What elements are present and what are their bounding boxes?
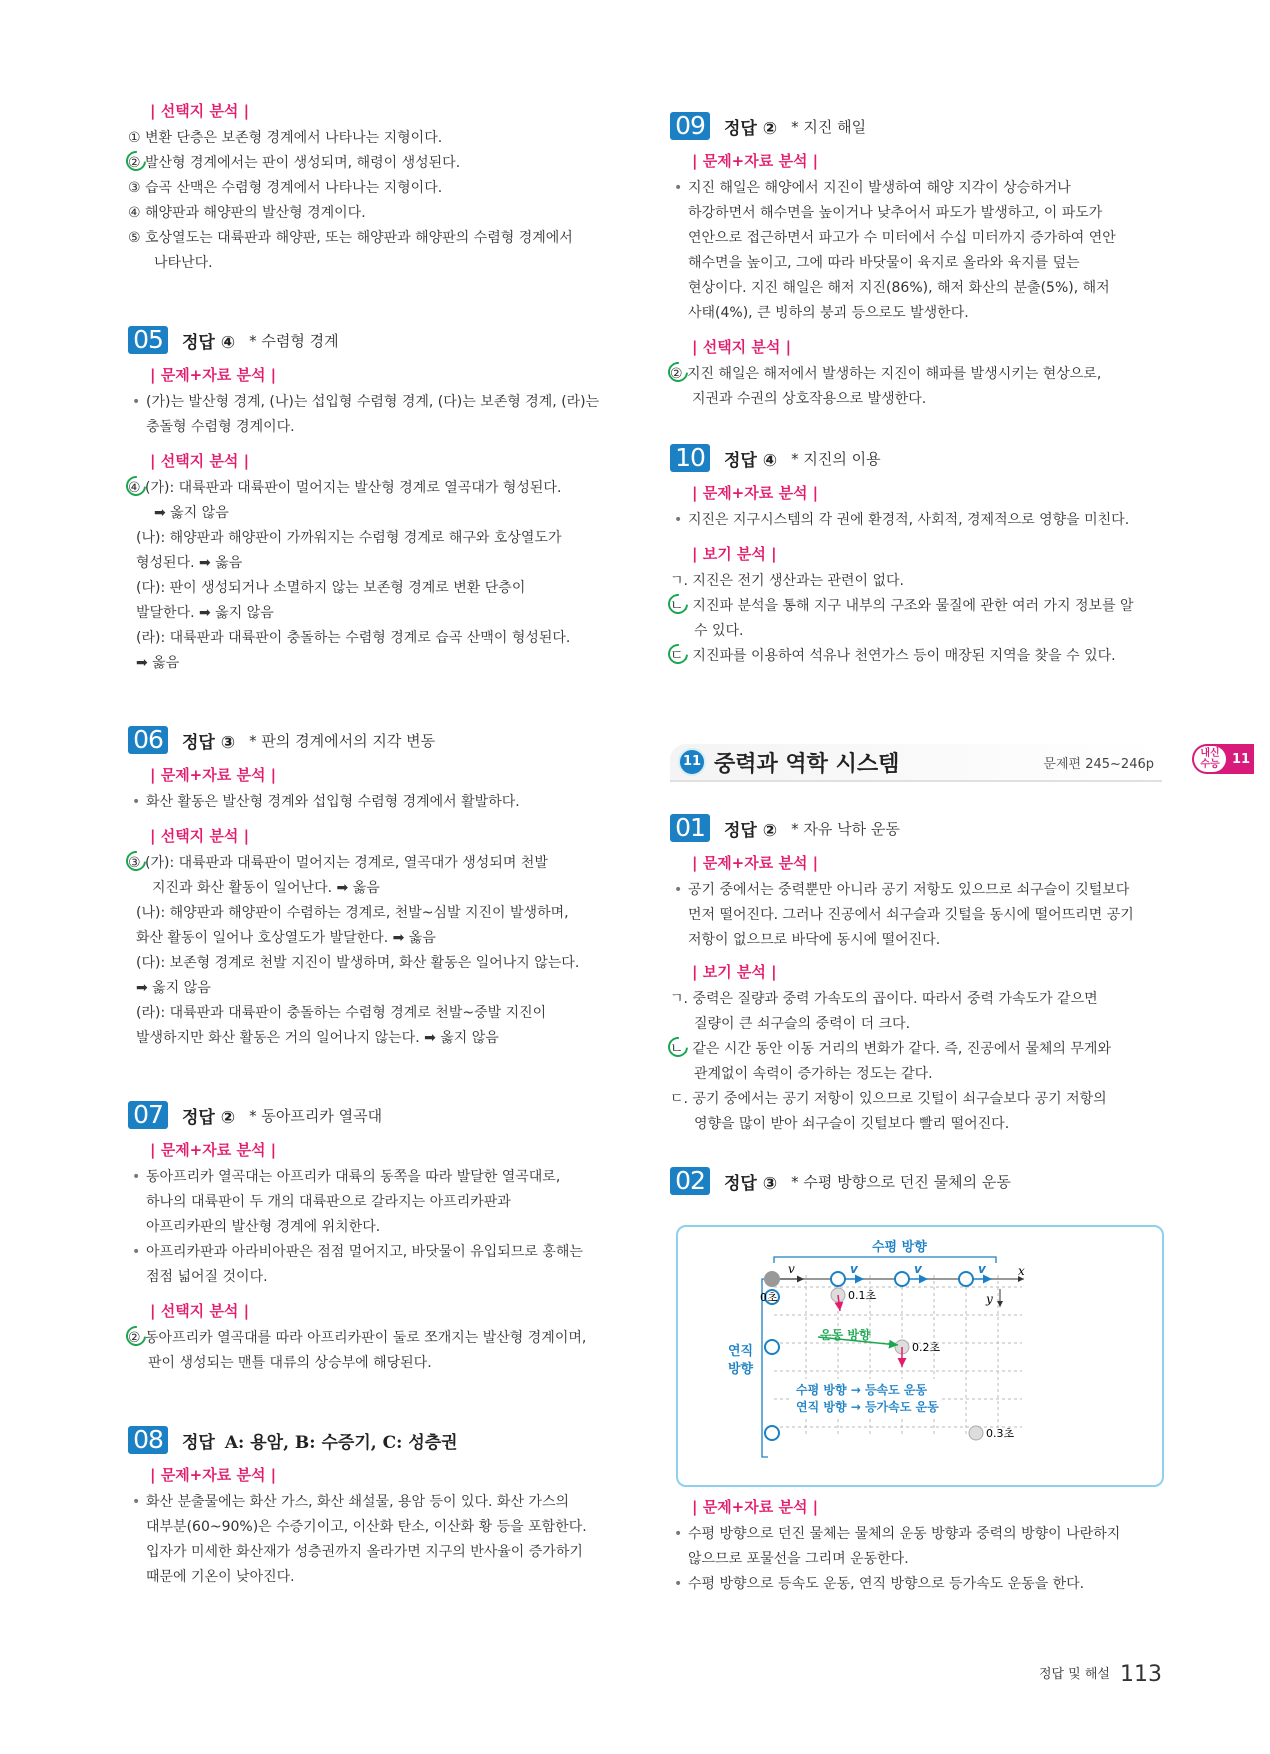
vertical-label-1: 연직 <box>728 1344 754 1359</box>
question-number-badge: 08 <box>128 1426 168 1454</box>
side-tab-label: 내신 수능 <box>1194 746 1226 772</box>
projectile-svg <box>678 1227 1162 1485</box>
choice-line-correct: ② 발산형 경계에서는 판이 생성되며, 해령이 생성된다. <box>128 151 618 176</box>
choice-line: ④ 해양판과 해양판의 발산형 경계이다. <box>128 205 366 221</box>
bogi-line: 영향을 많이 받아 쇠구슬이 깃털보다 빨리 떨어진다. <box>694 1116 1010 1132</box>
answer-label: 정답 ③ <box>724 1173 778 1194</box>
data-analysis-head: | 문제+자료 분석 | <box>150 1141 277 1159</box>
choice-analysis-head: | 선택지 분석 | <box>150 102 250 120</box>
right-lower-column <box>670 812 1162 1205</box>
side-chapter-tab <box>1192 744 1254 774</box>
bogi-line: 수 있다. <box>694 623 744 639</box>
chapter-title: 중력과 역학 시스템 <box>714 751 900 777</box>
answer-label: 정답 ④ <box>182 332 236 353</box>
bullet-line: 저항이 없으므로 바닥에 동시에 떨어진다. <box>688 932 941 948</box>
bullet-line: • 아프리카판과 아라비아판은 점점 멀어지고, 바닷물이 유입되므로 홍해는 <box>128 1240 618 1265</box>
choice-line: 지권과 수권의 상호작용으로 발생한다. <box>692 391 927 407</box>
choice-line: (라): 대륙판과 대륙판이 충돌하는 수렴형 경계로 습곡 산맥이 형성된다. <box>136 630 571 646</box>
side-tab-number: 11 <box>1232 751 1251 767</box>
bullet-line: 입자가 미세한 화산재가 성층권까지 올라가면 지구의 반사율이 증가하기 <box>146 1544 583 1560</box>
time-label: 0.1초 <box>848 1289 877 1302</box>
choice-line: 화산 활동이 일어나 호상열도가 발달한다. ➡ 옳음 <box>136 930 436 946</box>
bullet-line: • 지진은 지구시스템의 각 권에 환경적, 사회적, 경제적으로 영향을 미친다. <box>670 508 1162 533</box>
data-analysis-head: | 문제+자료 분석 | <box>150 766 277 784</box>
choice-line-correct: ② 동아프리카 열곡대를 따라 아프리카판이 둘로 쪼개지는 발산형 경계이며, <box>128 1326 618 1351</box>
v-label: v <box>978 1262 986 1276</box>
bullet-line: 현상이다. 지진 해일은 해저 지진(86%), 해저 화산의 분출(5%), 해저 <box>688 280 1110 296</box>
answer-label: 정답 ③ <box>182 732 236 753</box>
horizontal-note: 수평 방향 → 등속도 운동 <box>796 1383 928 1397</box>
horizontal-label: 수평 방향 <box>872 1240 927 1255</box>
choice-line-correct: ④ (가): 대륙판과 대륙판이 멀어지는 발산형 경계로 열곡대가 형성된다. <box>128 476 618 501</box>
answer-topic: * 지진의 이용 <box>791 449 881 468</box>
data-analysis-head: | 문제+자료 분석 | <box>692 854 819 872</box>
answer-label: 정답 <box>182 1432 215 1453</box>
bullet-line: 하강하면서 해수면을 높이거나 낮추어서 파도가 발생하고, 이 파도가 <box>688 205 1103 221</box>
left-column <box>128 100 618 1602</box>
choice-line: 형성된다. ➡ 옳음 <box>136 555 243 571</box>
choice-line: 판이 생성되는 맨틀 대류의 상승부에 해당된다. <box>148 1355 432 1371</box>
answer-header <box>128 1424 618 1456</box>
question-number-badge: 02 <box>670 1167 710 1195</box>
page-number: 113 <box>1120 1662 1162 1687</box>
data-analysis-head: | 문제+자료 분석 | <box>692 484 819 502</box>
data-analysis-head: | 문제+자료 분석 | <box>692 1498 819 1516</box>
data-analysis-head: | 문제+자료 분석 | <box>150 366 277 384</box>
choice-line: ⑤ 호상열도는 대륙판과 해양판, 또는 해양판과 해양판의 수렴형 경계에서 <box>128 230 573 246</box>
bullet-line: 하나의 대륙판이 두 개의 대륙판으로 갈라지는 아프리카판과 <box>146 1194 511 1210</box>
x-axis-label: x <box>1018 1264 1025 1278</box>
choice-line: ① 변환 단층은 보존형 경계에서 나타나는 지형이다. <box>128 130 443 146</box>
bullet-line: • 수평 방향으로 던진 물체는 물체의 운동 방향과 중력의 방향이 나란하지 <box>670 1522 1162 1547</box>
choice-line: 발생하지만 화산 활동은 거의 일어나지 않는다. ➡ 옳지 않음 <box>136 1030 499 1046</box>
answer-topic: * 수렴형 경계 <box>249 331 339 350</box>
projectile-diagram <box>676 1225 1164 1487</box>
question-number-badge: 05 <box>128 326 168 354</box>
answer-header <box>670 442 1162 474</box>
footer-text: 정답 및 해설 <box>1038 1667 1110 1682</box>
question-number-badge: 10 <box>670 444 710 472</box>
bullet-line: • 지진 해일은 해양에서 지진이 발생하여 해양 지각이 상승하거나 <box>670 176 1162 201</box>
question-number-badge: 09 <box>670 112 710 140</box>
choice-line: (나): 해양판과 해양판이 수렴하는 경계로, 천발~심발 지진이 발생하며, <box>136 905 569 921</box>
answer-01 <box>670 812 1162 1137</box>
bullet-line: • 화산 분출물에는 화산 가스, 화산 쇄설물, 용암 등이 있다. 화산 가스의 <box>128 1490 618 1515</box>
motion-direction-label: 운동 방향 <box>820 1328 871 1342</box>
choice-line: (나): 해양판과 해양판이 가까워지는 수렴형 경계로 해구와 호상열도가 <box>136 530 562 546</box>
time-label: 0초 <box>760 1291 778 1304</box>
answer-header <box>670 1165 1162 1197</box>
answer-10 <box>670 442 1162 669</box>
choice-line: ③ 습곡 산맥은 수렴형 경계에서 나타나는 지형이다. <box>128 180 443 196</box>
bullet-line: 않으므로 포물선을 그리며 운동한다. <box>688 1551 909 1567</box>
bogi-line: ㄷ. 공기 중에서는 공기 저항이 있으므로 깃털이 쇠구슬보다 공기 저항의 <box>670 1091 1107 1107</box>
chapter-page-range: 문제편 245~246p <box>1043 756 1154 772</box>
answer-header <box>128 324 618 356</box>
bullet-line: 사태(4%), 큰 빙하의 붕괴 등으로도 발생한다. <box>688 305 969 321</box>
data-analysis-head: | 문제+자료 분석 | <box>150 1466 277 1484</box>
bullet-line: 때문에 기온이 낮아진다. <box>146 1569 295 1585</box>
bullet-line: • 동아프리카 열곡대는 아프리카 대륙의 동쪽을 따라 발달한 열곡대로, <box>128 1165 618 1190</box>
answer-topic: * 판의 경계에서의 지각 변동 <box>249 731 436 750</box>
answer-05 <box>128 324 618 676</box>
answer-label: 정답 ② <box>724 118 778 139</box>
answer-topic: * 자유 낙하 운동 <box>791 819 900 838</box>
question-number-badge: 06 <box>128 726 168 754</box>
choice-line-correct: ② 지진 해일은 해저에서 발생하는 지진이 해파를 발생시키는 현상으로, <box>670 362 1162 387</box>
answer-topic: * 지진 해일 <box>791 117 867 136</box>
choice-line: ➡ 옳지 않음 <box>136 980 211 996</box>
choice-line: 나타난다. <box>154 255 213 271</box>
bogi-line-correct: ㄷ. 지진파를 이용하여 석유나 천연가스 등이 매장된 지역을 찾을 수 있다. <box>670 644 1162 669</box>
answer-label: 정답 ④ <box>724 450 778 471</box>
bullet-line: 아프리카판의 발산형 경계에 위치한다. <box>146 1219 381 1235</box>
choice-analysis-head: | 선택지 분석 | <box>150 827 250 845</box>
bullet-line: 해수면을 높이고, 그에 따라 바닷물이 육지로 올라와 육지를 덮는 <box>688 255 1080 271</box>
v-label: v <box>788 1262 795 1276</box>
bogi-line: 질량이 큰 쇠구슬의 중력이 더 크다. <box>694 1016 911 1032</box>
answer-header <box>670 110 1162 142</box>
choice-line: ➡ 옳음 <box>136 655 180 671</box>
bullet-line: 먼저 떨어진다. 그러나 진공에서 쇠구슬과 깃털을 동시에 떨어뜨리면 공기 <box>688 907 1134 923</box>
bogi-analysis-head: | 보기 분석 | <box>692 963 777 981</box>
choice-line: (다): 판이 생성되거나 소멸하지 않는 보존형 경계로 변환 단층이 <box>136 580 526 596</box>
q04-choice-section <box>128 100 618 276</box>
bullet-line: 연안으로 접근하면서 파고가 수 미터에서 수십 미터까지 증가하여 연안 <box>688 230 1116 246</box>
choice-line-correct: ③ (가): 대륙판과 대륙판이 멀어지는 경계로, 열곡대가 생성되며 천발 <box>128 851 618 876</box>
bullet-line: • (가)는 발산형 경계, (나)는 섭입형 수렴형 경계, (다)는 보존형 경계, (라)는 <box>128 390 618 415</box>
bogi-line: ㄱ. 지진은 전기 생산과는 관련이 없다. <box>670 573 905 589</box>
page-footer <box>1039 1662 1162 1687</box>
choice-line: (라): 대륙판과 대륙판이 충돌하는 수렴형 경계로 천발~중발 지진이 <box>136 1005 547 1021</box>
answer-topic: * 동아프리카 열곡대 <box>249 1106 383 1125</box>
v-label: v <box>850 1262 858 1276</box>
choice-analysis-head: | 선택지 분석 | <box>692 338 792 356</box>
y-axis-label: y <box>986 1292 993 1306</box>
bogi-line-correct: ㄴ. 지진파 분석을 통해 지구 내부의 구조와 물질에 관한 여러 가지 정보를 알 <box>670 594 1162 619</box>
choice-line: ➡ 옳지 않음 <box>154 505 229 521</box>
question-number-badge: 01 <box>670 814 710 842</box>
answer-topic: * 수평 방향으로 던진 물체의 운동 <box>791 1172 1011 1191</box>
vertical-label-2: 방향 <box>728 1362 754 1377</box>
bullet-line: • 수평 방향으로 등속도 운동, 연직 방향으로 등가속도 운동을 한다. <box>670 1572 1162 1597</box>
bogi-line: 관계없이 속력이 증가하는 정도는 같다. <box>694 1066 933 1082</box>
answer-02-analysis <box>670 1496 1162 1597</box>
chapter-header <box>670 744 1162 782</box>
answer-08 <box>128 1424 618 1590</box>
choice-analysis-head: | 선택지 분석 | <box>150 1302 250 1320</box>
bullet-line: • 화산 활동은 발산형 경계와 섭입형 수렴형 경계에서 활발하다. <box>128 790 618 815</box>
answer-header <box>128 1099 618 1131</box>
choice-line: (다): 보존형 경계로 천발 지진이 발생하며, 화산 활동은 일어나지 않는다. <box>136 955 580 971</box>
answer-value: A: 용암, B: 수증기, C: 성층권 <box>224 1432 458 1453</box>
answer-09 <box>670 110 1162 412</box>
answer-label: 정답 ② <box>182 1107 236 1128</box>
right-column <box>670 110 1162 681</box>
choice-analysis-head: | 선택지 분석 | <box>150 452 250 470</box>
question-number-badge: 07 <box>128 1101 168 1129</box>
bullet-line: 대부분(60~90%)은 수증기이고, 이산화 탄소, 이산화 황 등을 포함한다. <box>146 1519 587 1535</box>
time-label: 0.2초 <box>912 1341 941 1354</box>
bullet-line: 점점 넓어질 것이다. <box>146 1269 268 1285</box>
answer-label: 정답 ② <box>724 820 778 841</box>
v-label: v <box>914 1262 922 1276</box>
choice-line: 지진과 화산 활동이 일어난다. ➡ 옳음 <box>152 880 380 896</box>
chapter-number-badge: 11 <box>678 748 706 776</box>
answer-06 <box>128 724 618 1051</box>
bogi-line-correct: ㄴ. 같은 시간 동안 이동 거리의 변화가 같다. 즉, 진공에서 물체의 무게와 <box>670 1037 1162 1062</box>
bullet-line: 충돌형 수렴형 경계이다. <box>146 419 295 435</box>
choice-line: 발달한다. ➡ 옳지 않음 <box>136 605 274 621</box>
bogi-analysis-head: | 보기 분석 | <box>692 545 777 563</box>
vertical-note: 연직 방향 → 등가속도 운동 <box>796 1400 939 1414</box>
data-analysis-head: | 문제+자료 분석 | <box>692 152 819 170</box>
answer-header <box>128 724 618 756</box>
time-label: 0.3초 <box>986 1427 1015 1440</box>
bogi-line: ㄱ. 중력은 질량과 중력 가속도의 곱이다. 따라서 중력 가속도가 같으면 <box>670 991 1098 1007</box>
answer-header <box>670 812 1162 844</box>
answer-07 <box>128 1099 618 1376</box>
bullet-line: • 공기 중에서는 중력뿐만 아니라 공기 저항도 있으므로 쇠구슬이 깃털보다 <box>670 878 1162 903</box>
